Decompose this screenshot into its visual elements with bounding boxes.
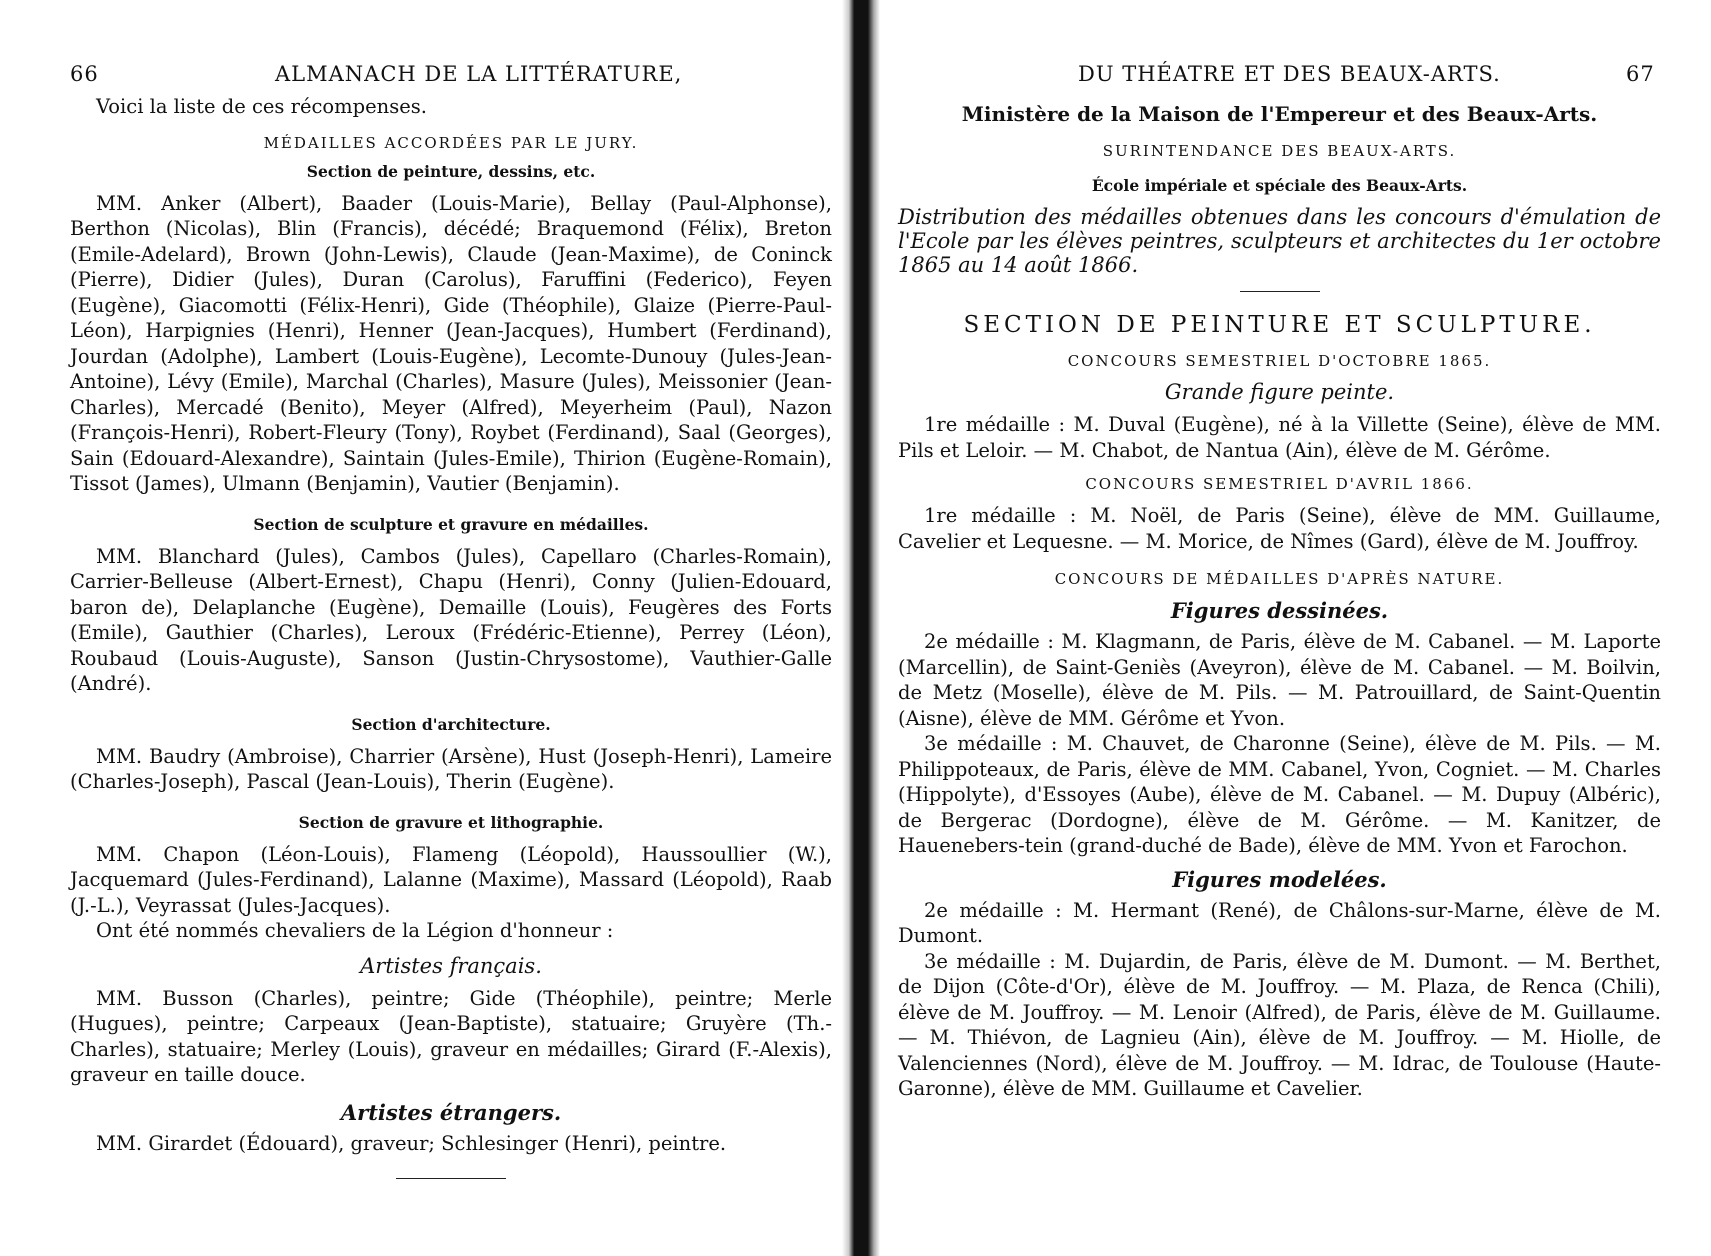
heading-french-artists: Artistes français. <box>360 953 542 978</box>
right-page-number: 67 <box>1626 62 1655 86</box>
engraving-list: MM. Chapon (Léon-Louis), Flameng (Léopold), Haussoullier (W.), Jacquemard (Jules-Ferdinand), Lalanne (Maxime), Massard (Léopold), Raab (J.-L.), Veyrassat (Jules-Jacques). <box>70 842 832 917</box>
heading-medals-jury: MÉDAILLES ACCORDÉES PAR LE JURY. <box>263 133 639 152</box>
heading-painting-section: Section de peinture, dessins, etc. <box>306 161 596 181</box>
figures-dessinees-heading: Figures dessinées. <box>1170 598 1389 623</box>
ecole-heading: École impériale et spéciale des Beaux-Arts. <box>1091 176 1468 195</box>
intro-rule <box>1240 291 1320 292</box>
left-page <box>0 0 842 1256</box>
french-artists-list: MM. Busson (Charles), peintre; Gide (Théophile), peintre; Merle (Hugues), peintre; Carpeaux (Jean-Baptiste), statuaire; Gruyère (Th.-Charles), statuaire; Merley (Louis), graveur en médailles; Girard (F.-Alexis), graveur en taille douce. <box>70 986 832 1086</box>
distribution-intro: Distribution des médailles obtenues dans les concours d'émulation de l'Ecole par les élèves peintres, sculpteurs et architectes du 1er octobre 1865 au 14 août 1866. <box>898 205 1661 277</box>
heading-architecture-section: Section d'architecture. <box>351 714 551 734</box>
october-medal-text: 1re médaille : M. Duval (Eugène), né à la Villette (Seine), élève de MM. Pils et Leloir. — M. Chabot, de Nantua (Ain), élève de M. Gérôme. <box>898 413 1661 462</box>
left-page-number: 66 <box>70 62 99 86</box>
painting-list: MM. Anker (Albert), Baader (Louis-Marie), Bellay (Paul-Alphonse), Berthon (Nicolas), Blin (Francis), décédé; Braquemond (Félix), Breton (Emile-Adelard), Brown (John-Lewis), Claude (Jean-Maxime), de Coninck (Pierre), Didier (Jules), Duran (Carolus), Faruffini (Federico), Feyen (Eugène), Giacomotti (Félix-Henri), Gide (Théophile), Glaize (Pierre-Paul-Léon), Harpignies (Henri), Henner (Jean-Jacques), Humbert (Ferdinand), Jourdan (Adolphe), Lambert (Louis-Eugène), Lecomte-Dunouy (Jules-Jean-Antoine), Lévy (Emile), Marchal (Charles), Masure (Jules), Meissonier (Jean-Charles), Mercadé (Benito), Meyer (Alfred), Meyerheim (Paul), Nazon (François-Henri), Robert-Fleury (Tony), Roybet (Ferdinand), Saal (Georges), Sain (Edouard-Alexandre), Saintain (Jules-Emile), Thirion (Eugène-Romain), Tissot (James), Ulmann (Benjamin), Vautier (Benjamin). <box>70 191 832 495</box>
dessinees-2nd-medal: 2e médaille : M. Klagmann, de Paris, élève de M. Cabanel. — M. Laporte (Marcellin), de Saint-Geniès (Aveyron), élève de M. Cabanel. — M. Boilvin, de Metz (Moselle), élève de M. Pils. — M. Patrouillard, de Saint-Quentin (Aisne), élève de MM. Gérôme et Yvon. <box>898 630 1661 730</box>
sculpture-list: MM. Blanchard (Jules), Cambos (Jules), Capellaro (Charles-Romain), Carrier-Belleuse (Albert-Ernest), Chapu (Henri), Conny (Julien-Edouard, baron de), Delaplanche (Eugène), Demaille (Louis), Feugères des Forts (Emile), Gauthier (Charles), Leroux (Frédéric-Etienne), Perrey (Léon), Roubaud (Louis-Auguste), Sanson (Justin-Chrysostome), Vauthier-Galle (André). <box>70 544 832 695</box>
left-running-head <box>70 52 842 94</box>
heading-engraving-section: Section de gravure et lithographie. <box>298 812 604 832</box>
right-running-title: DU THÉATRE ET DES BEAUX-ARTS. <box>1078 62 1501 86</box>
right-page <box>880 0 1711 1256</box>
dessinees-3rd-medal: 3e médaille : M. Chauvet, de Charonne (Seine), élève de M. Pils. — M. Philippoteaux, de Paris, élève de MM. Cabanel, Yvon, Cogniet. — M. Charles (Hippolyte), d'Essoyes (Aube), élève de M. Cabanel. — M. Dupuy (Albéric), de Bergerac (Dordogne), élève de M. Gérôme. — M. Kanitzer, de Hauenebers-tein (grand-duché de Bade), élève de MM. Yvon et Farochon. <box>898 732 1661 857</box>
concours-april-heading: CONCOURS SEMESTRIEL D'AVRIL 1866. <box>1085 475 1474 493</box>
legion-intro: Ont été nommés chevaliers de la Légion d'honneur : <box>96 919 614 942</box>
right-running-head <box>898 52 1711 94</box>
concours-october-heading: CONCOURS SEMESTRIEL D'OCTOBRE 1865. <box>1067 352 1492 370</box>
architecture-list: MM. Baudry (Ambroise), Charrier (Arsène), Hust (Joseph-Henri), Lameire (Charles-Joseph), Pascal (Jean-Louis), Therin (Eugène). <box>70 744 832 793</box>
foreign-artists-list: MM. Girardet (Édouard), graveur; Schlesinger (Henri), peintre. <box>96 1131 727 1155</box>
grande-figure-heading: Grande figure peinte. <box>1164 380 1395 404</box>
intro-line: Voici la liste de ces récompenses. <box>96 95 427 118</box>
ministry-heading: Ministère de la Maison de l'Empereur et des Beaux-Arts. <box>961 102 1598 126</box>
modelees-3rd-medal: 3e médaille : M. Dujardin, de Paris, élève de M. Dumont. — M. Berthet, de Dijon (Côte-d'Or), élève de M. Jouffroy. — M. Plaza, de Renca (Chili), élève de M. Jouffroy. — M. Lenoir (Alfred), de Paris, élève de M. Guillaume. — M. Thiévon, de Lagnieu (Ain), élève de M. Jouffroy. — M. Hiolle, de Valenciennes (Nord), élève de M. Jouffroy. — M. Idrac, de Toulouse (Haute-Garonne), élève de MM. Guillaume et Cavelier. <box>898 949 1661 1100</box>
left-running-title: ALMANACH DE LA LITTÉRATURE, <box>275 62 683 86</box>
concours-nature-heading: CONCOURS DE MÉDAILLES D'APRÈS NATURE. <box>1054 570 1505 588</box>
heading-foreign-artists: Artistes étrangers. <box>340 1099 562 1125</box>
closing-rule <box>396 1178 506 1179</box>
april-medal-text: 1re médaille : M. Noël, de Paris (Seine), élève de MM. Guillaume, Cavelier et Lequesne. — M. Morice, de Nîmes (Gard), élève de M. Jouffroy. <box>898 504 1661 553</box>
book-gutter <box>842 0 880 1256</box>
modelees-2nd-medal: 2e médaille : M. Hermant (René), de Châlons-sur-Marne, élève de M. Dumont. <box>898 898 1661 947</box>
heading-sculpture-section: Section de sculpture et gravure en médailles. <box>253 514 649 534</box>
section-painting-sculpture: SECTION DE PEINTURE ET SCULPTURE. <box>963 312 1596 338</box>
figures-modelees-heading: Figures modelées. <box>1172 866 1387 892</box>
surintendance-heading: SURINTENDANCE DES BEAUX-ARTS. <box>1102 142 1457 160</box>
